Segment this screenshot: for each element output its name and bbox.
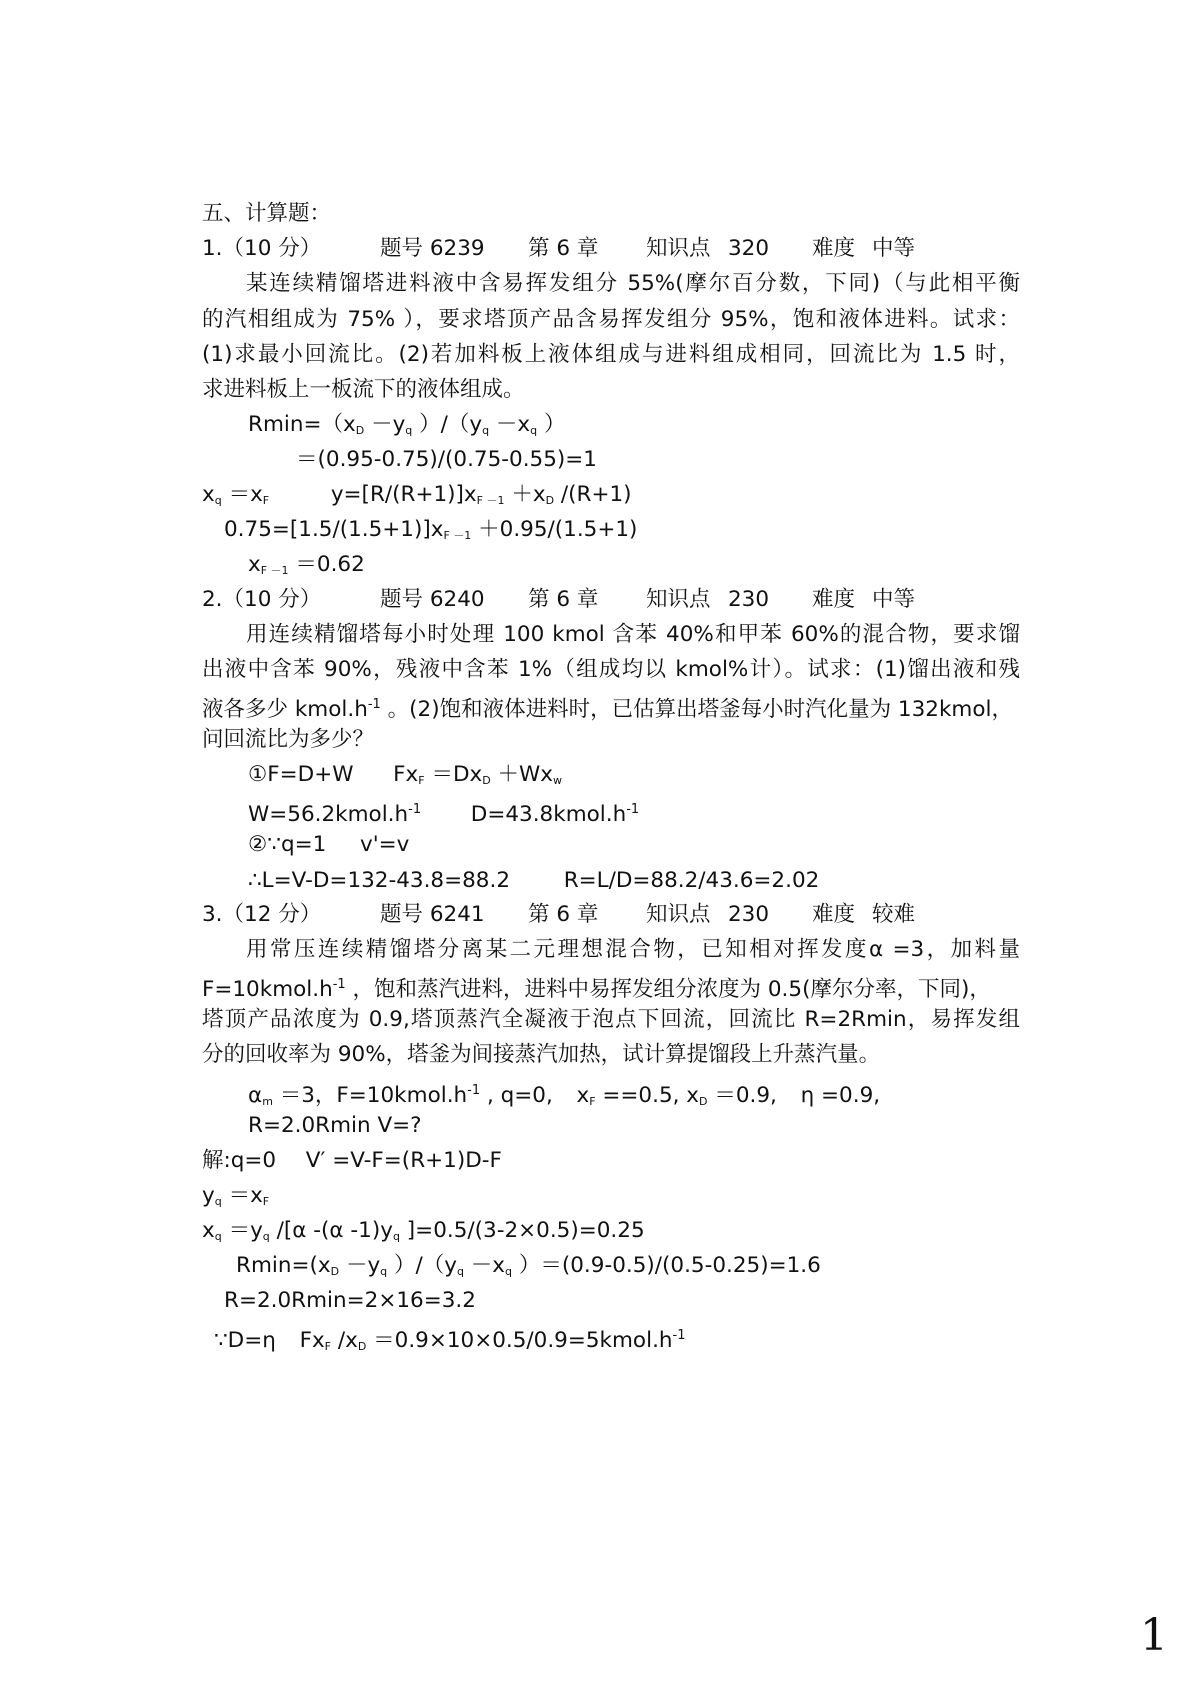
q3-text-line: $F=10kmol.h^{-1}$ ，饱和蒸汽进料，进料中易挥发组分浓度为 0.5(摩尔分率，下同)， [202,977,991,1002]
page-number: 1 [1140,1610,1168,1661]
q2-difficulty-value: 中等 [872,587,916,612]
q2-header [202,586,916,614]
q3-text-line: 塔顶产品浓度为 0.9,塔顶蒸汽全凝液于泡点下回流，回流比 R=2Rmin，易挥发组 [202,1007,1020,1032]
q2-score: （10 分） [222,587,322,612]
q2-point-value: 230 [728,587,770,612]
q3-point-value: 230 [728,902,770,927]
q3-score: （12 分） [222,902,322,927]
q1-difficulty-label: 难度 [812,236,856,261]
q3-solution-vapor: 解:q=0 V′ =V-F=(R+1)D-F [202,1148,502,1173]
q1-solution-result: $x_{F -1} =0.62$ [248,552,365,577]
q2-solution-flows: $W=56.2kmol.h^{-1}$ $D=43.8kmol.h^{-1}$ [248,802,640,827]
q1-header [202,235,916,263]
q3-text-line: 用常压连续精馏塔分离某二元理想混合物，已知相对挥发度α =3，加料量 [246,937,1020,962]
q3-difficulty-value: 较难 [872,902,916,927]
q1-chapter: 第 6 章 [528,236,599,261]
q1-solution-substitution: $0.75=[1.5/(1.5+1)]x_{F -1} +0.95/(1.5+1)$ [224,517,638,542]
q3-given-reflux: R=2.0Rmin V=? [248,1113,422,1138]
q1-solution-rmin-value: ＝(0.95-0.75)/(0.75-0.55)=1 [296,447,597,472]
q3-header [202,901,916,929]
q1-score: （10 分） [222,236,322,261]
q3-solution-r: R=2.0Rmin=2×16=3.2 [224,1288,476,1313]
q3-chapter: 第 6 章 [528,902,599,927]
q1-text-line: 的汽相组成为 75% ），要求塔顶产品含易挥发组分 95%，饱和液体进料。试求： [202,307,1020,332]
q2-point-label: 知识点 [646,587,711,612]
q1-text-line: 某连续精馏塔进料液中含易挥发组分 55%(摩尔百分数，下同)（与此相平衡 [246,271,1020,296]
q1-point-label: 知识点 [646,236,711,261]
q1-solution-operating-line: $x_q =x_F$ $y=[R/(R+1)]x_{F -1} +x_D$ /(R+1) [202,482,632,507]
q1-number: 1. [202,236,223,261]
q3-solution-rmin: $Rmin=(x_D -y_q$ ）$/(y_q -x_q$ ）＝(0.9-0.5)/(0.5-0.25)=1.6 [236,1253,821,1278]
q3-difficulty-label: 难度 [812,902,856,927]
q2-text-line: 问回流比为多少？ [202,727,375,752]
q3-solution-xq: $x_q =y_q$ /[α -(α $-1)y_q$ ]=0.5/(3-2×0.5)=0.25 [202,1218,645,1243]
q3-solution-d: ∵D=η $Fx_F$ $/x_D$ $=0.9\times 10\times 0.5/0.9=5kmol.h^{-1}$ [214,1328,686,1353]
q3-text-line: 分的回收率为 90%，塔釜为间接蒸汽加热，试计算提馏段上升蒸汽量。 [202,1042,881,1067]
q3-number: 3. [202,902,223,927]
q2-solution-q: ②∵q=1 v'=v [248,832,410,857]
q1-difficulty-value: 中等 [872,236,916,261]
q3-given-values: $\alpha_m =3$，$F=10kmol.h^{-1}$ , q=0, $x_F ==0.5$, $x_D =0.9$, η =0.9, [248,1083,881,1108]
q1-solution-rmin: $Rmin=(x_D -y_q$ ）$/(y_q -x_q$ ） [248,412,566,437]
q3-id: 题号 6241 [380,902,485,927]
q1-text-line: (1)求最小回流比。(2)若加料板上液体组成与进料组成相同，回流比为 1.5 时， [202,342,1020,367]
q2-difficulty-label: 难度 [812,587,856,612]
q2-id: 题号 6240 [380,587,485,612]
q2-solution-reflux: ∴L=V-D=132-43.8=88.2 R=L/D=88.2/43.6=2.02 [248,868,820,893]
q1-id: 题号 6239 [380,236,485,261]
q2-text-line: 出液中含苯 90%，残液中含苯 1%（组成均以 kmol%计）。试求：(1)馏出液和残 [202,657,1020,682]
q2-text-line: 液各多少 $kmol.h^{-1}$ 。(2)饱和液体进料时，已估算出塔釜每小时汽化量为 132kmol， [202,697,1013,722]
q3-solution-yq: $y_q =x_F$ [202,1183,270,1208]
q1-text-line: 求进料板上一板流下的液体组成。 [202,377,525,402]
q2-chapter: 第 6 章 [528,587,599,612]
q2-number: 2. [202,587,223,612]
q2-solution-balance: ①F=D+W $Fx_F =Dx_D +Wx_w$ [248,762,563,787]
q1-point-value: 320 [728,236,770,261]
q3-point-label: 知识点 [646,902,711,927]
section-title: 五、计算题： [202,201,332,226]
q2-text-line: 用连续精馏塔每小时处理 100 kmol 含苯 40%和甲苯 60%的混合物，要求馏 [246,622,1020,647]
